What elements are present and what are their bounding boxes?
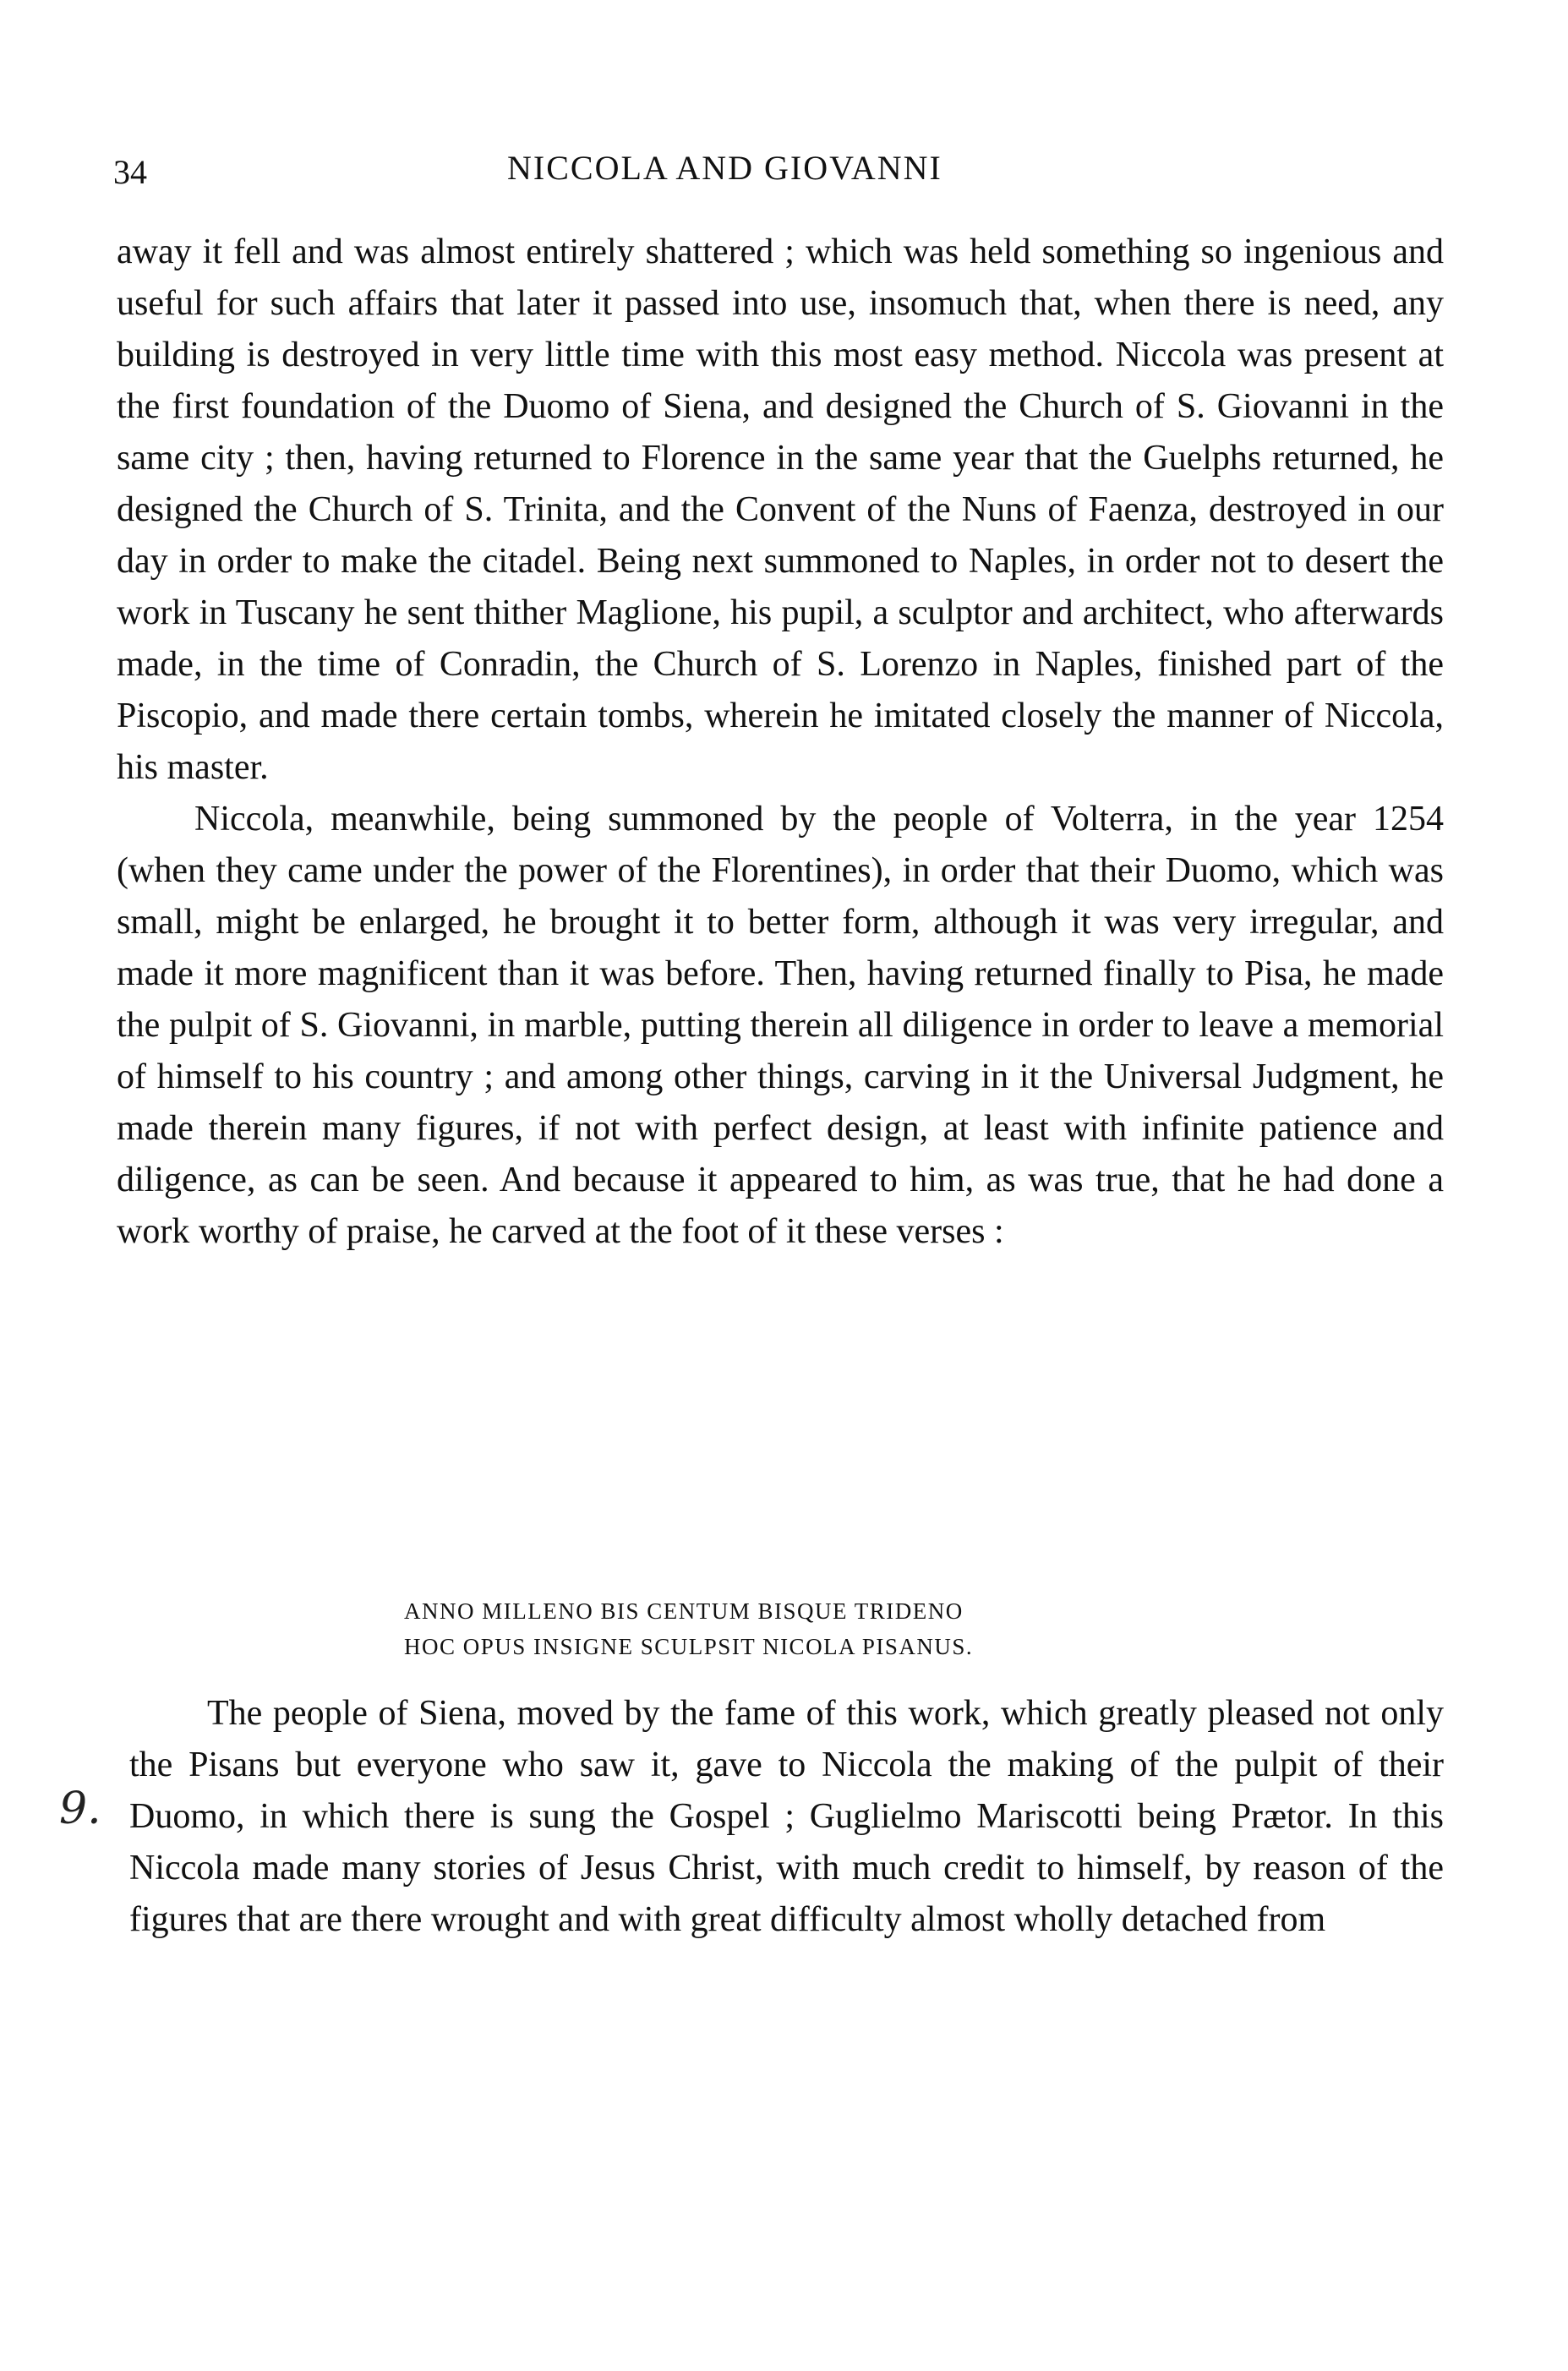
page-number: 34 xyxy=(113,153,147,191)
running-head: NICCOLA AND GIOVANNI xyxy=(507,149,942,187)
paragraph-3: The people of Siena, moved by the fame of this work, which greatly pleased not only the Pisans but everyone who saw it, gave to Niccola the making of the pulpit of their Duomo, in which there is sung the Gospel ; Guglielmo Mariscotti being Prætor. In this Niccola made many stories of Jesus Christ, with much credit to himself, by reason of the figures that are there wrought and with great difficulty almost wholly detached from xyxy=(129,1694,1444,1939)
text-block-upper xyxy=(117,227,1444,1258)
paragraph-2: Niccola, meanwhile, being summoned by the people of Volterra, in the year 1254 (when they came under the power of the Florentines), in order that their Duomo, which was small, might be enlarged, he brought it to better form, although it was very irregular, and made it more magnificent than it was before. Then, having returned finally to Pisa, he made the pulpit of S. Giovanni, in marble, putting therein all diligence in order to leave a memorial of himself to his country ; and among other things, carving in it the Universal Judgment, he made therein many figures, if not with perfect design, at least with infinite patience and diligence, as can be seen. And because it appeared to him, as was true, that he had done a work worthy of praise, he carved at the foot of it these verses : xyxy=(117,800,1444,1251)
inscription-line-1: ANNO MILLENO BIS CENTUM BISQUE TRIDENO xyxy=(404,1598,964,1624)
latin-inscription xyxy=(404,1593,973,1664)
text-block-lower xyxy=(129,1688,1444,1946)
paragraph-1: away it fell and was almost entirely shattered ; which was held something so ingenious and useful for such affairs that later it passed into use, insomuch that, when there is need, any building is destroyed in very little time with this most easy method. Niccola was present at the first foundation of the Duomo of Siena, and designed the Church of S. Giovanni in the same city ; then, having returned to Florence in the same year that the Guelphs returned, he designed the Church of S. Trinita, and the Convent of the Nuns of Faenza, destroyed in our day in order to make the citadel. Being next summoned to Naples, in order not to desert the work in Tuscany he sent thither Maglione, his pupil, a sculptor and architect, who afterwards made, in the time of Conradin, the Church of S. Lorenzo in Naples, finished part of the Piscopio, and made there certain tombs, wherein he imitated closely the manner of Niccola, his master. xyxy=(117,232,1444,787)
inscription-line-2: HOC OPUS INSIGNE SCULPSIT NICOLA PISANUS. xyxy=(404,1634,974,1659)
margin-annotation: 9. xyxy=(59,1784,101,1834)
